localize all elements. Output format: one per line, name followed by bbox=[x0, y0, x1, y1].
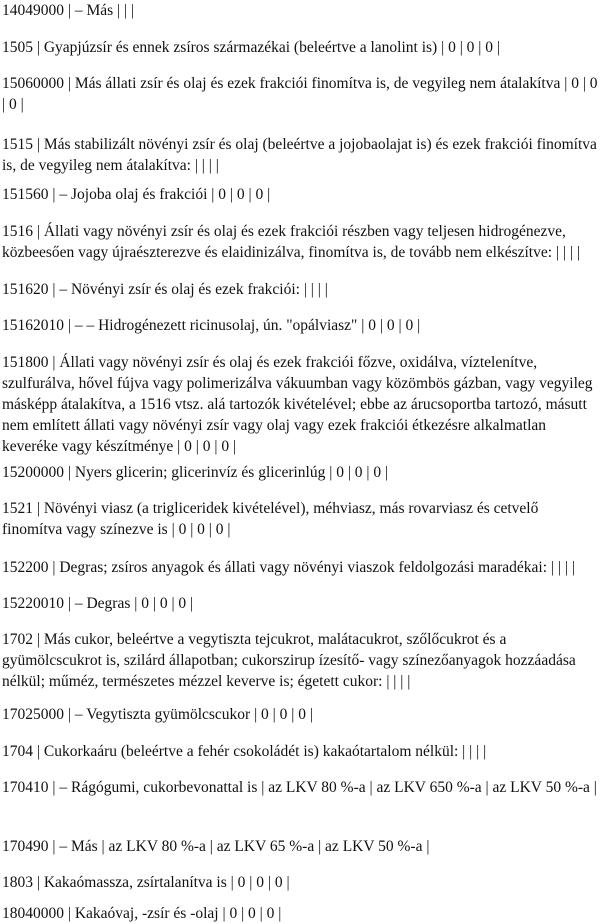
tariff-entry-15220010: 15220010 | – Degras | 0 | 0 | 0 | bbox=[2, 595, 194, 612]
tariff-entry-1803: 1803 | Kakaómassza, zsírtalanítva is | 0 | 0 | 0 | bbox=[2, 874, 290, 891]
tariff-entry-1702: 1702 | Más cukor, beleértve a vegytiszta tejcukrot, malátacukrot, szőlőcukrot és a gyümölcscukrot is, szilárd állapotban; cukorszirup ízesítő- vagy színezőanyagok hozzáadása nélkül; műméz, természetes mézzel keverve is; égetett cukor: | | | | bbox=[2, 631, 576, 690]
tariff-entry-17025000: 17025000 | – Vegytiszta gyümölcscukor | 0 | 0 | 0 | bbox=[2, 706, 313, 723]
tariff-entry-170410: 170410 | – Rágógumi, cukorbevonattal is | az LKV 80 %-a | az LKV 650 %-a | az LKV 50 %-a | bbox=[2, 779, 597, 796]
tariff-entry-1515: 1515 | Más stabilizált növényi zsír és olaj (beleértve a jojobaolajat is) és ezek frakciói finomítva is, de vegyileg nem átalakítva: | | | | bbox=[2, 136, 597, 174]
tariff-entry-1704: 1704 | Cukorkaáru (beleértve a fehér csokoládét is) kakaótartalom nélkül: | | | | bbox=[2, 743, 487, 760]
tariff-entry-1516: 1516 | Állati vagy növényi zsír és olaj és ezek frakciói részben vagy teljesen hidrogénezve, közbeesően vagy újraészterezve és elaidinizálva, finomítva is, de tovább nem elkészítve: | | | | bbox=[2, 223, 580, 261]
tariff-entry-1521: 1521 | Növényi viasz (a trigliceridek kivételével), méhviasz, más rovarviasz és cetvelő finomítva vagy színezve is | 0 | 0 | 0 | bbox=[2, 500, 539, 538]
tariff-entry-151560: 151560 | – Jojoba olaj és frakciói | 0 | 0 | 0 | bbox=[2, 186, 271, 203]
tariff-entry-152200: 152200 | Degras; zsíros anyagok és állati vagy növényi viaszok feldolgozási maradékai: | | | | bbox=[2, 559, 575, 576]
tariff-entry-15060000: 15060000 | Más állati zsír és olaj és ezek frakciói finomítva is, de vegyileg nem átalakítva | 0 | 0 | 0 | bbox=[2, 75, 598, 113]
tariff-entry-18040000: 18040000 | Kakaóvaj, -zsír és -olaj | 0 | 0 | 0 | bbox=[2, 905, 282, 922]
tariff-entry-14049000: 14049000 | – Más | | | bbox=[2, 2, 135, 19]
tariff-entry-15162010: 15162010 | – – Hidrogénezett ricinusolaj, ún. "opálviasz" | 0 | 0 | 0 | bbox=[2, 317, 421, 334]
tariff-entry-15200000: 15200000 | Nyers glicerin; glicerinvíz és glicerinlúg | 0 | 0 | 0 | bbox=[2, 464, 389, 481]
tariff-entry-1505: 1505 | Gyapjúzsír és ennek zsíros származékai (beleértve a lanolint is) | 0 | 0 | 0 | bbox=[2, 39, 501, 56]
tariff-entry-170490: 170490 | – Más | az LKV 80 %-a | az LKV 65 %-a | az LKV 50 %-a | bbox=[2, 838, 430, 855]
tariff-entry-151620: 151620 | – Növényi zsír és olaj és ezek frakciói: | | | | bbox=[2, 281, 328, 298]
tariff-entry-151800: 151800 | Állati vagy növényi zsír és olaj és ezek frakciói főzve, oxidálva, víztelenítve, szulfurálva, hővel fújva vagy polimerizálva vákuumban vagy közömbös gázban, vagy vegyileg másképp átalakítva, a 1516 vtsz. alá tartozók kivételével; ebbe az árucsoportba tartozó, másutt nem említett állati vagy növényi zsír vagy olaj vagy ezek frakciói étkezésre alkalmatlan keveréke vagy készítménye | 0 | 0 | 0 | bbox=[2, 354, 593, 455]
